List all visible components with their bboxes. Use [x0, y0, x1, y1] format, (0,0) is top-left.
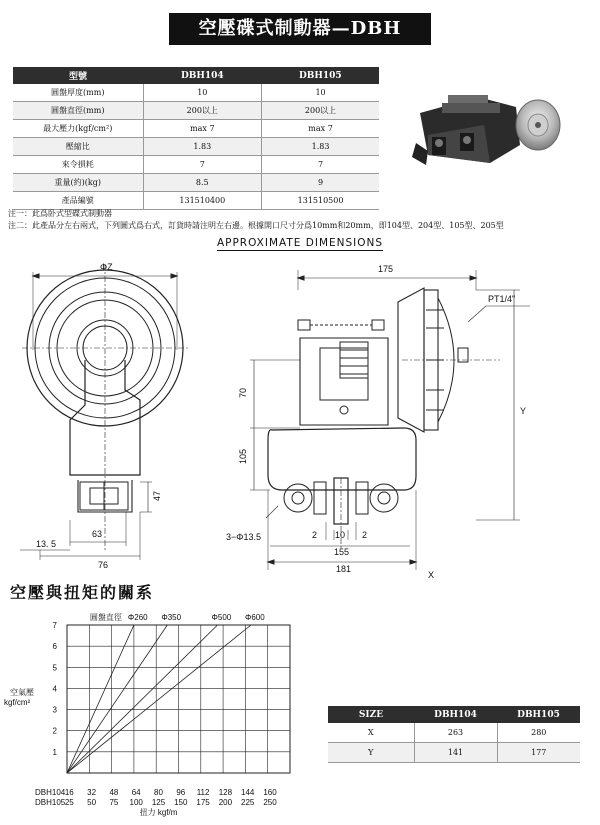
legend-title: 圓盤直徑: [89, 613, 122, 622]
dimension-drawing: [0, 250, 600, 580]
dim-155: 155: [334, 547, 350, 557]
spec-row-cell: 10: [262, 84, 379, 102]
spec-row-cell: 1.83: [143, 138, 262, 156]
dim-181: 181: [336, 564, 352, 574]
x-tick-label-dbh105: 150: [174, 798, 188, 807]
spec-row: [13, 120, 379, 138]
x-tick-label-dbh105: 175: [196, 798, 210, 807]
x-tick-label-dbh105: 100: [129, 798, 143, 807]
spec-row-cell: 131510500: [262, 192, 379, 210]
y-tick-label: 6: [52, 642, 57, 652]
dim-70: 70: [238, 387, 248, 398]
size-header-size: SIZE: [328, 706, 414, 723]
dim-x: X: [428, 570, 435, 580]
dim-pt: PT1/4": [488, 294, 516, 304]
x-tick-label-dbh105: 200: [218, 798, 233, 807]
spec-row-cell: 壓縮比: [13, 138, 143, 156]
spec-row-cell: 200以上: [262, 102, 379, 120]
x-tick-label-dbh104: 48: [109, 788, 119, 797]
x-tick-label-dbh104: 32: [87, 788, 97, 797]
spec-row-cell: 7: [143, 156, 262, 174]
spec-row: [13, 84, 379, 102]
spec-row-cell: 產品編號: [13, 192, 143, 210]
series-label: Φ350: [161, 613, 182, 622]
x-tick-label-dbh105: 75: [109, 798, 119, 807]
x-tick-label-dbh105: 50: [87, 798, 97, 807]
dim-76: 76: [98, 560, 109, 570]
spec-row-cell: 最大壓力(kgf/cm²): [13, 120, 143, 138]
dim-2a: 2: [312, 530, 318, 540]
dim-13-5: 13. 5: [36, 539, 57, 549]
size-row-cell: X: [328, 723, 414, 743]
x-tick-label-dbh104: 64: [131, 788, 141, 797]
spec-row-cell: 1.83: [262, 138, 379, 156]
spec-row-cell: 8.5: [143, 174, 262, 192]
torque-chart: [0, 605, 320, 825]
x-tick-label-dbh104: 112: [196, 788, 210, 797]
x-tick-label-dbh104: 160: [263, 788, 277, 797]
spec-row-cell: 重量(約)(kg): [13, 174, 143, 192]
series-line-Φ260: [67, 625, 134, 773]
spec-header-model: 型號: [13, 67, 143, 84]
dim-y: Y: [520, 406, 527, 416]
spec-row-cell: 200以上: [143, 102, 262, 120]
spec-table-header: [13, 67, 379, 84]
x-tick-label-dbh104: 128: [218, 788, 233, 797]
spec-row-cell: 7: [262, 156, 379, 174]
row-label-dbh104: DBH104: [35, 788, 66, 797]
x-tick-label-dbh105: 125: [151, 798, 166, 807]
spec-row-cell: 圓盤直徑(mm): [13, 102, 143, 120]
dim-holes: 3−Φ13.5: [226, 532, 261, 542]
size-header-dbh104: DBH104: [414, 706, 497, 723]
spec-row: [13, 156, 379, 174]
spec-row-cell: 10: [143, 84, 262, 102]
y-tick-label: 2: [52, 726, 57, 736]
y-tick-label: 4: [52, 684, 57, 694]
spec-row-cell: 來令損耗: [13, 156, 143, 174]
series-line-Φ350: [67, 625, 167, 773]
y-tick-label: 1: [52, 747, 57, 757]
row-label-dbh105: DBH105: [35, 798, 66, 807]
spec-header-dbh105: DBH105: [262, 67, 379, 84]
size-header-dbh105: DBH105: [497, 706, 580, 723]
dimensions-heading: [0, 237, 600, 249]
spec-row: [13, 138, 379, 156]
spec-row-cell: max 7: [262, 120, 379, 138]
dim-63: 63: [92, 529, 103, 539]
x-tick-label-dbh104: 16: [64, 788, 74, 797]
size-row-cell: 141: [414, 743, 497, 763]
series-label: Φ600: [244, 613, 265, 622]
spec-row-cell: 131510400: [143, 192, 262, 210]
x-tick-label-dbh104: 144: [241, 788, 255, 797]
y-tick-label: 3: [52, 705, 57, 715]
size-row-cell: Y: [328, 743, 414, 763]
spec-header-dbh104: DBH104: [143, 67, 262, 84]
torque-heading: 空壓與扭矩的關系: [10, 583, 155, 602]
note-2: 注二：此產品分左右兩式，下列圖式爲右式，訂貨時請注明左右邊。根據開口尺寸分爲10mm和20mm，即104型、204型、105型、205型: [8, 221, 504, 230]
spec-row-cell: max 7: [143, 120, 262, 138]
y-axis-unit: kgf/cm²: [4, 698, 31, 707]
y-axis-label: 空氣壓: [10, 688, 34, 697]
dimensions-heading-text: APPROXIMATE DIMENSIONS: [216, 237, 384, 249]
spec-row: [13, 102, 379, 120]
x-tick-label-dbh104: 80: [154, 788, 163, 797]
size-table-header: [328, 706, 580, 723]
front-view: [250, 270, 530, 570]
dim-phi-z: ΦZ: [100, 262, 113, 272]
x-tick-label-dbh105: 250: [263, 798, 277, 807]
x-tick-label-dbh105: 25: [64, 798, 74, 807]
spec-table: [13, 67, 379, 210]
size-row-cell: 263: [414, 723, 497, 743]
size-row-cell: 177: [497, 743, 580, 763]
spec-row: [13, 174, 379, 192]
product-photo: [398, 85, 573, 175]
series-label: Φ260: [127, 613, 148, 622]
y-tick-label: 5: [52, 663, 57, 673]
dim-2b: 2: [362, 530, 368, 540]
x-axis-label: 扭力 kgf/m: [139, 808, 178, 817]
note-1: 注一：此爲卧式型碟式制動器: [8, 209, 112, 218]
dim-175: 175: [378, 264, 394, 274]
spec-row-cell: 9: [262, 174, 379, 192]
spec-row-cell: 圓盤厚度(mm): [13, 84, 143, 102]
page-title: 空壓碟式制動器—DBH: [169, 13, 431, 45]
spec-row: [13, 192, 379, 210]
series-label: Φ500: [211, 613, 232, 622]
x-tick-label-dbh105: 225: [241, 798, 255, 807]
size-row-cell: 280: [497, 723, 580, 743]
size-row: [328, 743, 580, 763]
side-view: [20, 264, 188, 560]
dim-105: 105: [238, 448, 248, 464]
y-tick-label: 7: [52, 621, 57, 630]
size-row: [328, 723, 580, 743]
x-tick-label-dbh104: 96: [176, 788, 186, 797]
dim-10: 10: [335, 530, 346, 540]
size-table: [328, 706, 580, 763]
dim-47: 47: [152, 490, 162, 501]
